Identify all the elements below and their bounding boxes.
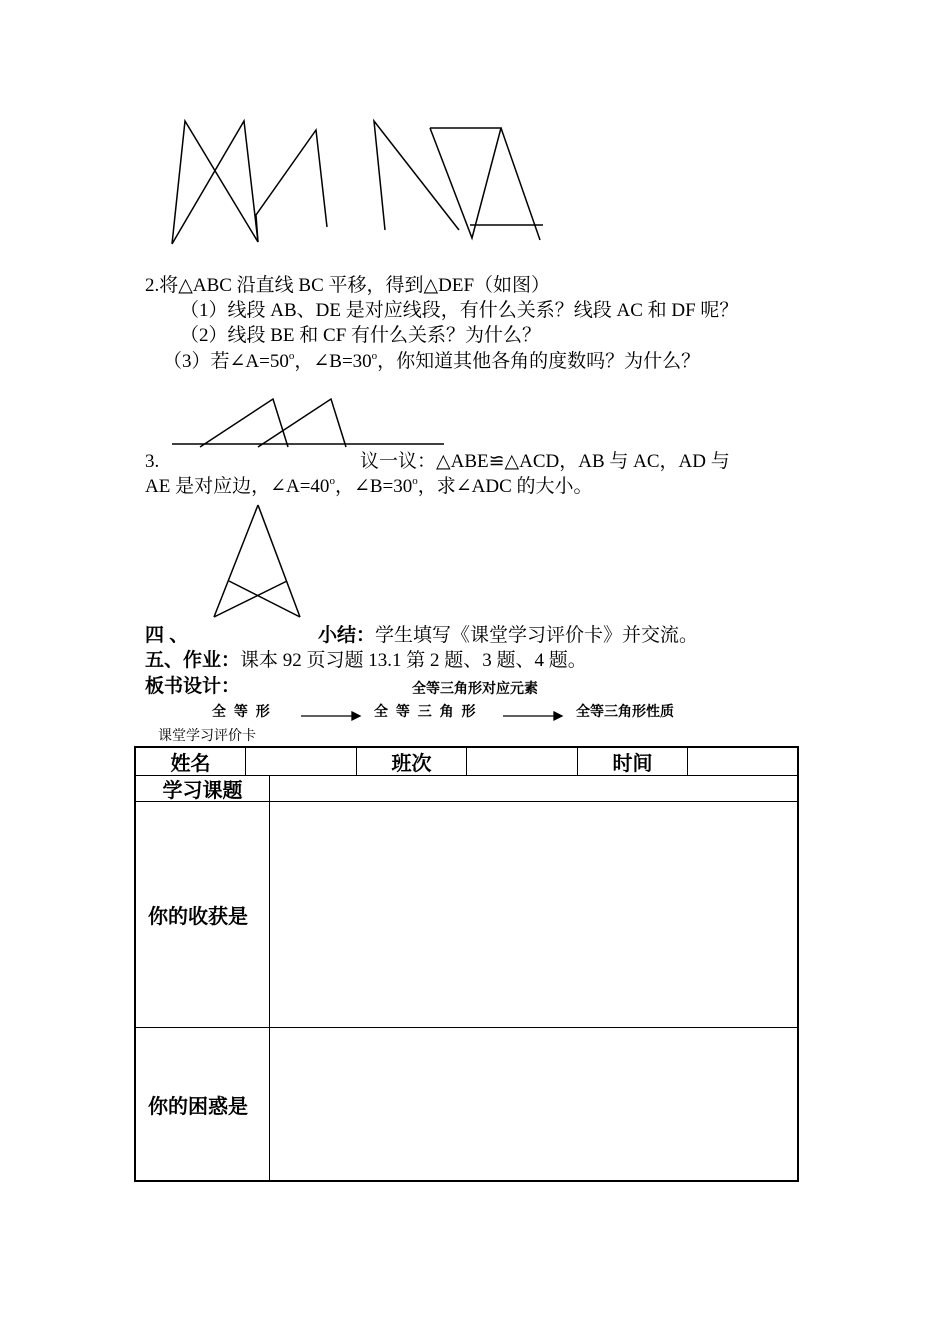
card-row-gain (136, 802, 797, 1028)
problem2-title: 2.将△ABC 沿直线 BC 平移，得到△DEF（如图） (145, 275, 551, 296)
problem3-line1: 议一议：△ABE≌△ACD，AB 与 AC，AD 与 (360, 451, 730, 472)
board-step3: 全等三角形性质 (576, 703, 674, 719)
class-field[interactable] (467, 748, 578, 775)
board-step2: 全 等 三 角 形 (374, 703, 478, 719)
name-label: 姓名 (136, 748, 246, 775)
problem2-q3-part3: ，你知道其他各角的度数吗？为什么？ (377, 351, 701, 372)
problem2-q3-part2: ，∠B=30 (294, 351, 372, 372)
summary-heading: 四 、 (145, 625, 189, 646)
problem2-q1: （1）线段 AB、DE 是对应线段，有什么关系？线段 AC 和 DF 呢？ (180, 300, 739, 321)
evaluation-card (134, 746, 799, 1182)
degree-mark: o (412, 475, 418, 487)
gain-field[interactable] (270, 802, 797, 1027)
board-center-title: 全等三角形对应元素 (412, 680, 538, 696)
arrow-right-icon (352, 712, 360, 720)
homework-text: 课本 92 页习题 13.1 第 2 题、3 题、4 题。 (240, 650, 587, 671)
board-step1: 全 等 形 (212, 703, 272, 719)
problem3-line2-part3: ，求∠ADC 的大小。 (417, 476, 593, 497)
summary-text: 学生填写《课堂学习评价卡》并交流。 (375, 625, 699, 646)
summary-label: 小结： (318, 625, 376, 646)
time-field[interactable] (688, 748, 797, 775)
topic-label: 学习课题 (136, 776, 270, 801)
card-caption: 课堂学习评价卡 (158, 727, 256, 743)
problem3-line2-part1: AE 是对应边，∠A=40 (145, 476, 330, 497)
card-row-header (136, 748, 797, 776)
degree-mark: o (329, 475, 335, 487)
time-label: 时间 (578, 748, 688, 775)
problem3-number: 3. (145, 451, 160, 472)
problem2-q2: （2）线段 BE 和 CF 有什么关系？为什么？ (180, 325, 542, 346)
problem2-q3-part1: （3）若∠A=50 (163, 351, 289, 372)
degree-mark: o (288, 350, 295, 362)
degree-mark: o (371, 350, 378, 362)
homework-label: 五、作业： (145, 650, 241, 671)
confusion-field[interactable] (270, 1028, 797, 1180)
board-label: 板书设计： (145, 676, 241, 697)
class-label: 班次 (357, 748, 467, 775)
name-field[interactable] (246, 748, 357, 775)
card-row-topic (136, 776, 797, 802)
confusion-label: 你的困惑是 (136, 1028, 270, 1180)
gain-label: 你的收获是 (136, 802, 270, 1027)
topic-field[interactable] (270, 776, 797, 801)
arrow-right-icon (554, 712, 562, 720)
problem3-line2-part2: ，∠B=30 (334, 476, 413, 497)
card-row-confusion (136, 1028, 797, 1180)
